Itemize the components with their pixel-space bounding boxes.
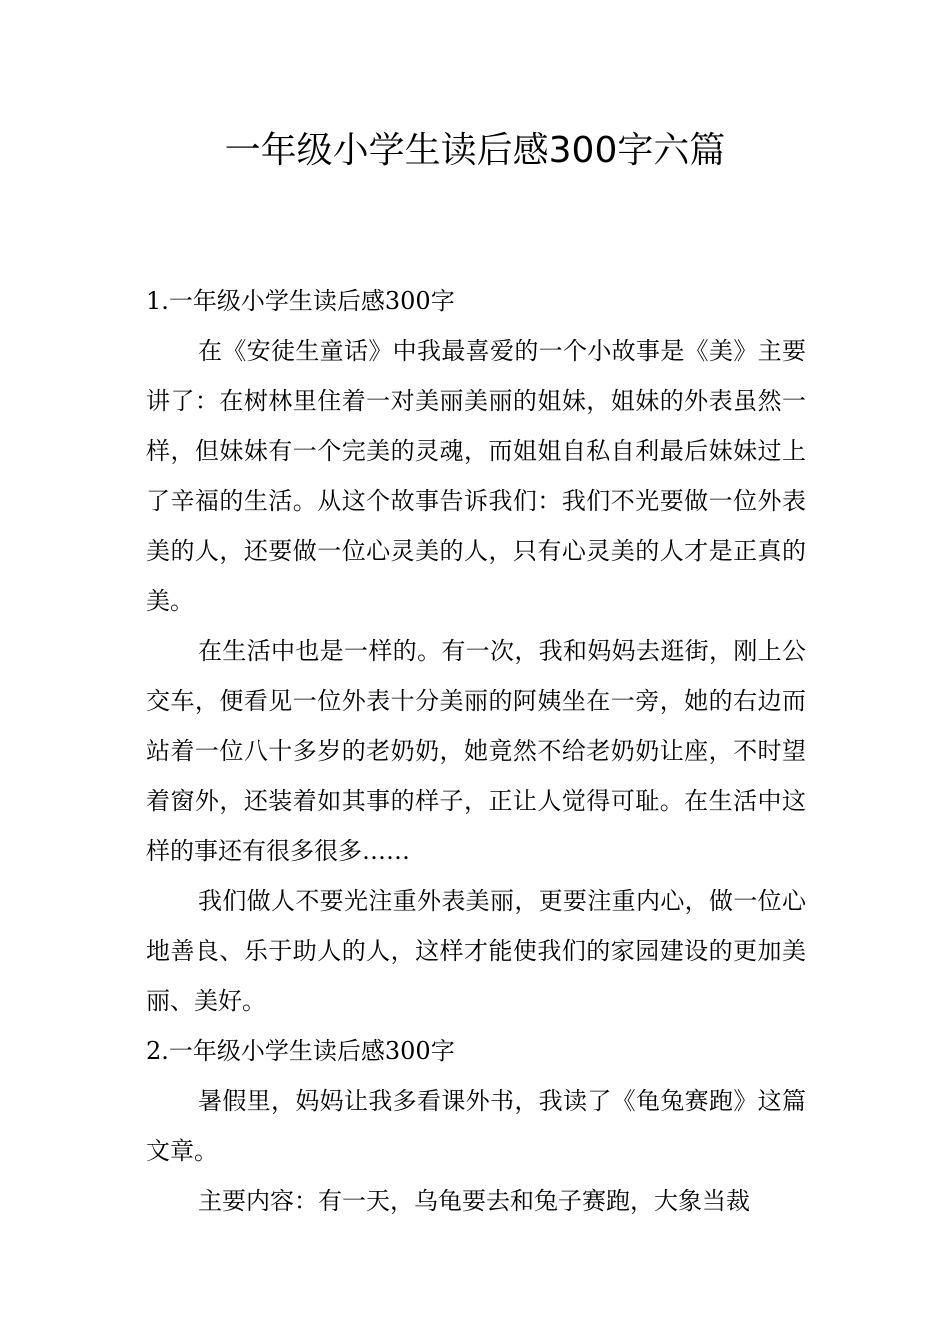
section-1 xyxy=(146,276,806,1026)
paragraph: 暑假里，妈妈让我多看课外书，我读了《龟兔赛跑》这篇文章。 xyxy=(146,1087,806,1165)
paragraph: 在《安徒生童话》中我最喜爱的一个小故事是《美》主要讲了：在树林里住着一对美丽美丽的姐妹，姐妹的外表虽然一样，但妹妹有一个完美的灵魂，而姐姐自私自利最后妹妹过上了辛福的生活。从这个故事告诉我们：我们不光要做一位外表美的人，还要做一位心灵美的人，只有心灵美的人才是正真的美。 xyxy=(146,337,806,615)
paragraph: 我们做人不要光注重外表美丽，更要注重内心，做一位心地善良、乐于助人的人，这样才能使我们的家园建设的更加美丽、美好。 xyxy=(146,887,806,1015)
section-2 xyxy=(146,1026,806,1226)
paragraph: 在生活中也是一样的。有一次，我和妈妈去逛街，刚上公交车，便看见一位外表十分美丽的阿姨坐在一旁，她的右边而站着一位八十多岁的老奶奶，她竟然不给老奶奶让座，不时望着窗外，还装着如其事的样子，正让人觉得可耻。在生活中这样的事还有很多很多…… xyxy=(146,637,806,865)
document-title: 一年级小学生读后感300字六篇 xyxy=(224,130,726,171)
document-body xyxy=(146,276,806,1226)
section-heading: 1.一年级小学生读后感300字 xyxy=(146,287,455,315)
section-heading: 2.一年级小学生读后感300字 xyxy=(146,1037,455,1065)
paragraph: 主要内容：有一天，乌龟要去和兔子赛跑，大象当裁 xyxy=(198,1187,750,1215)
